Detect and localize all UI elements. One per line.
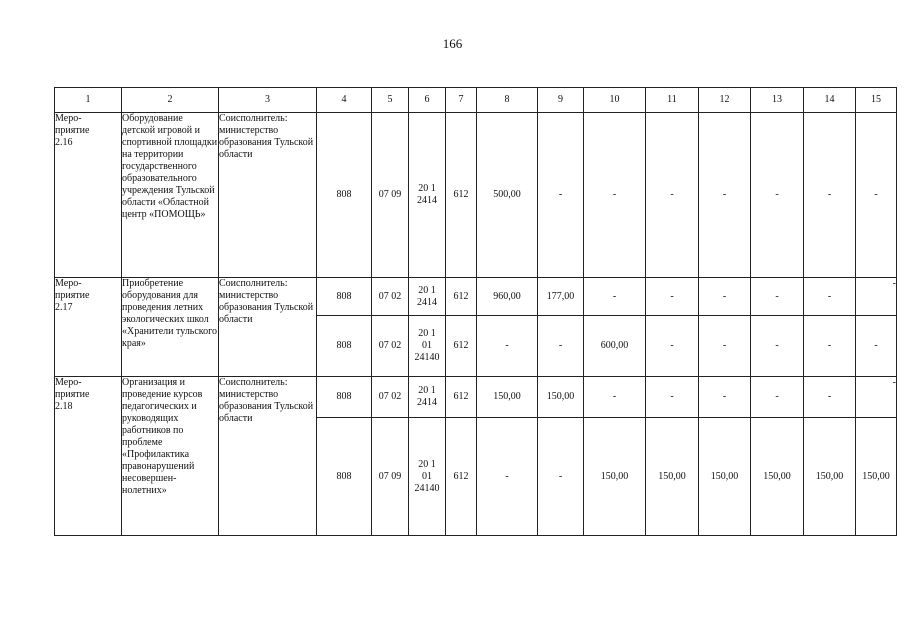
table-cell: 07 09	[372, 418, 409, 536]
table-cell: -	[856, 377, 897, 418]
table-cell: 20 1 2414	[409, 278, 446, 316]
table-cell: -	[538, 316, 584, 377]
table-cell: -	[699, 278, 751, 316]
table-cell: 177,00	[538, 278, 584, 316]
column-header: 9	[538, 88, 584, 113]
table-cell: -	[751, 377, 804, 418]
column-header: 4	[317, 88, 372, 113]
column-header: 6	[409, 88, 446, 113]
table-cell: 20 1 01 24140	[409, 316, 446, 377]
table-cell: 20 1 2414	[409, 113, 446, 278]
table-cell: 20 1 2414	[409, 377, 446, 418]
executor-cell: Соисполнитель: министерство образования Тульской области	[219, 278, 317, 377]
table-cell: 612	[446, 278, 477, 316]
header-row	[55, 88, 897, 113]
table-cell: -	[856, 278, 897, 316]
executor-cell: Соисполнитель: министерство образования Тульской области	[219, 377, 317, 536]
table-cell: 150,00	[699, 418, 751, 536]
table-cell: 07 02	[372, 278, 409, 316]
table-cell: -	[751, 278, 804, 316]
table-cell: -	[804, 316, 856, 377]
description-cell: Приобретение оборудования для проведения летних экологических школ «Хранители тульского края»	[122, 278, 219, 377]
table-cell: -	[699, 316, 751, 377]
table-cell: 808	[317, 278, 372, 316]
table-cell: 150,00	[477, 377, 538, 418]
table-cell: -	[584, 278, 646, 316]
table-cell: 07 02	[372, 316, 409, 377]
table-cell: -	[751, 316, 804, 377]
table-cell: 150,00	[856, 418, 897, 536]
column-header: 14	[804, 88, 856, 113]
table-cell: -	[751, 113, 804, 278]
table-cell: -	[584, 113, 646, 278]
table-cell: -	[856, 113, 897, 278]
table-cell: -	[584, 377, 646, 418]
event-cell: Меро- приятие 2.16	[55, 113, 122, 278]
table-cell: 07 02	[372, 377, 409, 418]
table-cell: -	[477, 418, 538, 536]
table-cell: -	[538, 418, 584, 536]
table-cell: 808	[317, 418, 372, 536]
column-header: 13	[751, 88, 804, 113]
table-cell: -	[699, 113, 751, 278]
table-cell: -	[646, 278, 699, 316]
table-row	[55, 377, 897, 418]
table-cell: 612	[446, 113, 477, 278]
column-header: 3	[219, 88, 317, 113]
column-header: 10	[584, 88, 646, 113]
column-header: 7	[446, 88, 477, 113]
table-cell: -	[804, 278, 856, 316]
table-cell: -	[646, 316, 699, 377]
table-cell: 150,00	[804, 418, 856, 536]
event-cell: Меро- приятие 2.18	[55, 377, 122, 536]
table-cell: -	[856, 316, 897, 377]
column-header: 12	[699, 88, 751, 113]
table-cell: 808	[317, 316, 372, 377]
column-header: 2	[122, 88, 219, 113]
column-header: 5	[372, 88, 409, 113]
table-cell: 612	[446, 418, 477, 536]
table-row	[55, 113, 897, 278]
table-cell: 150,00	[751, 418, 804, 536]
column-header: 1	[55, 88, 122, 113]
column-header: 11	[646, 88, 699, 113]
table-cell: -	[477, 316, 538, 377]
executor-cell: Соисполнитель: министерство образования Тульской области	[219, 113, 317, 278]
table-cell: 20 1 01 24140	[409, 418, 446, 536]
table-cell: -	[699, 377, 751, 418]
table-cell: 150,00	[584, 418, 646, 536]
table-cell: 150,00	[538, 377, 584, 418]
table-cell: 500,00	[477, 113, 538, 278]
page-number: 166	[442, 36, 463, 51]
table-cell: 612	[446, 377, 477, 418]
table-cell: 600,00	[584, 316, 646, 377]
description-cell: Организация и проведение курсов педагогических и руководящих работников по проблеме «Профилактика правонарушений несовершен-нолетних»	[122, 377, 219, 536]
table-cell: 960,00	[477, 278, 538, 316]
table-cell: -	[646, 113, 699, 278]
table-cell: -	[538, 113, 584, 278]
table-cell: -	[804, 377, 856, 418]
column-header: 8	[477, 88, 538, 113]
table-cell: 150,00	[646, 418, 699, 536]
table-cell: -	[804, 113, 856, 278]
table-cell: 808	[317, 377, 372, 418]
table-cell: 612	[446, 316, 477, 377]
table-cell: 808	[317, 113, 372, 278]
table-cell: -	[646, 377, 699, 418]
table-cell: 07 09	[372, 113, 409, 278]
event-cell: Меро- приятие 2.17	[55, 278, 122, 377]
budget-table	[54, 87, 897, 536]
description-cell: Оборудование детской игровой и спортивной площадки на территории государственного образовательного учреждения Тульской области «Областной центр «ПОМОЩЬ»	[122, 113, 219, 278]
column-header: 15	[856, 88, 897, 113]
table-row	[55, 278, 897, 316]
